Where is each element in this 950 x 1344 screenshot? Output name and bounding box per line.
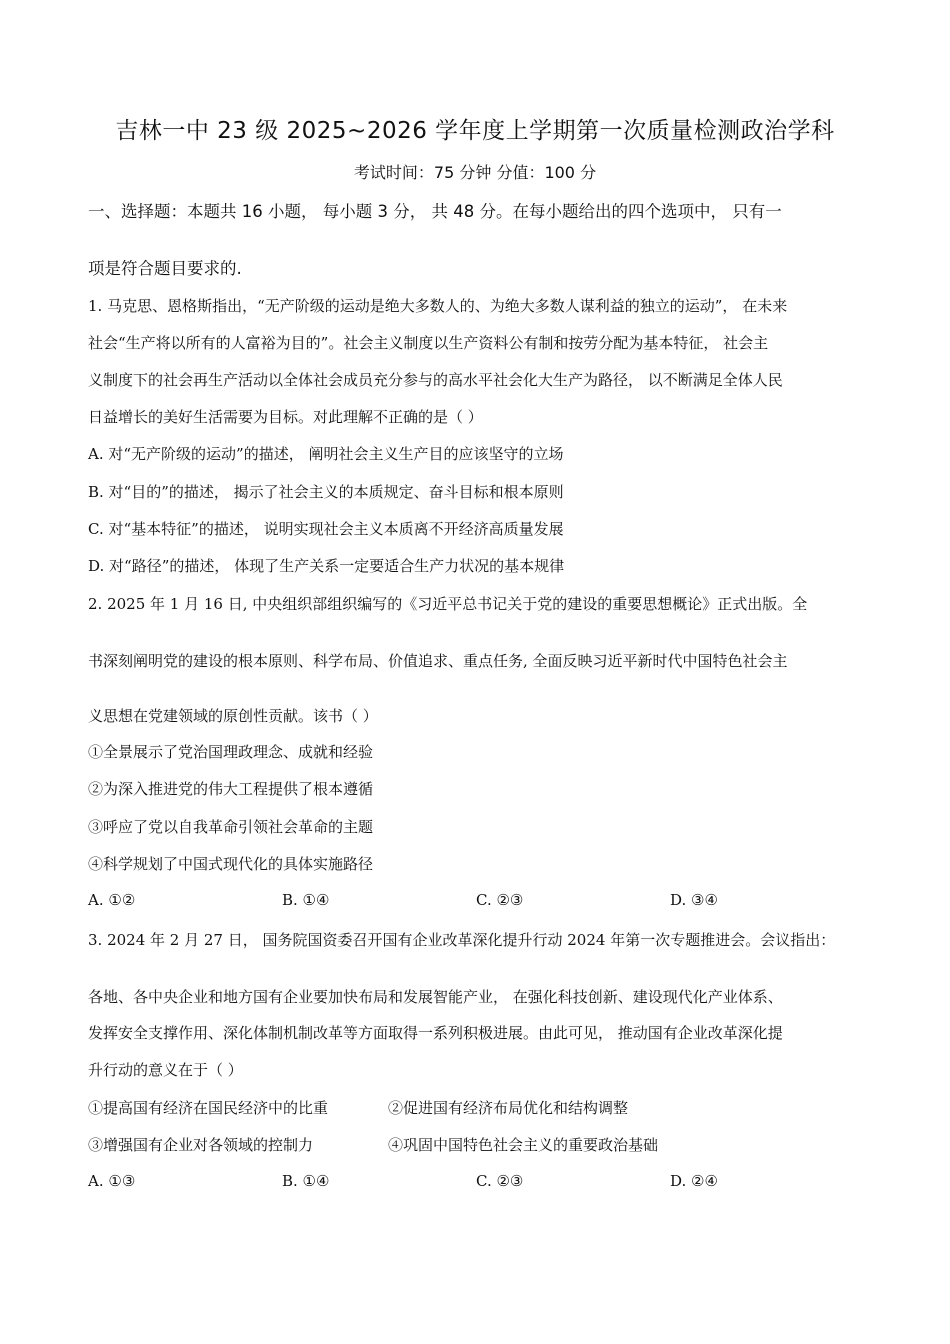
statement-2: ②促进国有经济布局优化和结构调整	[388, 1099, 629, 1117]
statement-2: ②为深入推进党的伟大工程提供了根本遵循	[88, 780, 374, 798]
choice-d: D. ③④	[670, 891, 718, 909]
option-b: B. 对“目的”的描述， 揭示了社会主义的本质规定、奋斗目标和根本原则	[88, 483, 564, 501]
question-text-line: 各地、各中央企业和地方国有企业要加快布局和发展智能产业， 在强化科技创新、建设现代化产业体系、	[88, 988, 783, 1006]
question-text-line: 3. 2024 年 2 月 27 日， 国务院国资委召开国有企业改革深化提升行动 2024 年第一次专题推进会。会议指出：	[88, 931, 836, 949]
statement-1: ①全景展示了党治国理政理念、成就和经验	[88, 743, 374, 761]
section-instruction-line-2: 项是符合题目要求的.	[88, 259, 242, 278]
question-text-line: 日益增长的美好生活需要为目标。对此理解不正确的是（ ）	[88, 408, 483, 426]
statement-4: ④科学规划了中国式现代化的具体实施路径	[88, 855, 374, 873]
option-d: D. 对“路径”的描述， 体现了生产关系一定要适合生产力状况的基本规律	[88, 557, 565, 575]
question-text-line: 2. 2025 年 1 月 16 日, 中央组织部组织编写的《习近平总书记关于党的建设的重要思想概论》正式出版。全	[88, 595, 808, 613]
question-text-line: 义制度下的社会再生产活动以全体社会成员充分参与的高水平社会化大生产为路径， 以不断满足全体人民	[88, 371, 783, 389]
statement-3: ③呼应了党以自我革命引领社会革命的主题	[88, 818, 374, 836]
question-text-line: 书深刻阐明党的建设的根本原则、科学布局、价值追求、重点任务, 全面反映习近平新时代中国特色社会主	[88, 652, 788, 670]
exam-subtitle: 考试时间：75 分钟 分值：100 分	[353, 163, 597, 182]
option-c: C. 对“基本特征”的描述， 说明实现社会主义本质离不开经济高质量发展	[88, 520, 564, 538]
choice-b: B. ①④	[282, 891, 330, 909]
statement-3: ③增强国有企业对各领域的控制力	[88, 1136, 314, 1154]
question-text-line: 义思想在党建领域的原创性贡献。该书（ ）	[88, 707, 378, 725]
question-text-line: 社会“生产将以所有的人富裕为目的”。社会主义制度以生产资料公有制和按劳分配为基本特征， 社会主	[88, 334, 769, 352]
statement-4: ④巩固中国特色社会主义的重要政治基础	[388, 1136, 659, 1154]
option-a: A. 对“无产阶级的运动”的描述， 阐明社会主义生产目的应该坚守的立场	[88, 445, 564, 463]
choice-c: C. ②③	[476, 1172, 524, 1190]
question-text-line: 发挥安全支撑作用、深化体制机制改革等方面取得一系列积极进展。由此可见， 推动国有企业改革深化提	[88, 1024, 783, 1042]
exam-title: 吉林一中 23 级 2025~2026 学年度上学期第一次质量检测政治学科	[115, 118, 835, 144]
statement-1: ①提高国有经济在国民经济中的比重	[88, 1099, 329, 1117]
choice-d: D. ②④	[670, 1172, 718, 1190]
section-instruction-line-1: 一、选择题：本题共 16 小题， 每小题 3 分， 共 48 分。在每小题给出的四个选项中， 只有一	[88, 202, 782, 221]
choice-b: B. ①④	[282, 1172, 330, 1190]
choice-c: C. ②③	[476, 891, 524, 909]
choice-a: A. ①②	[88, 891, 136, 909]
choice-a: A. ①③	[88, 1172, 136, 1190]
question-text-line: 升行动的意义在于（ ）	[88, 1061, 243, 1079]
question-text-line: 1. 马克思、恩格斯指出，“无产阶级的运动是绝大多数人的、为绝大多数人谋利益的独立的运动”， 在未来	[88, 297, 788, 315]
